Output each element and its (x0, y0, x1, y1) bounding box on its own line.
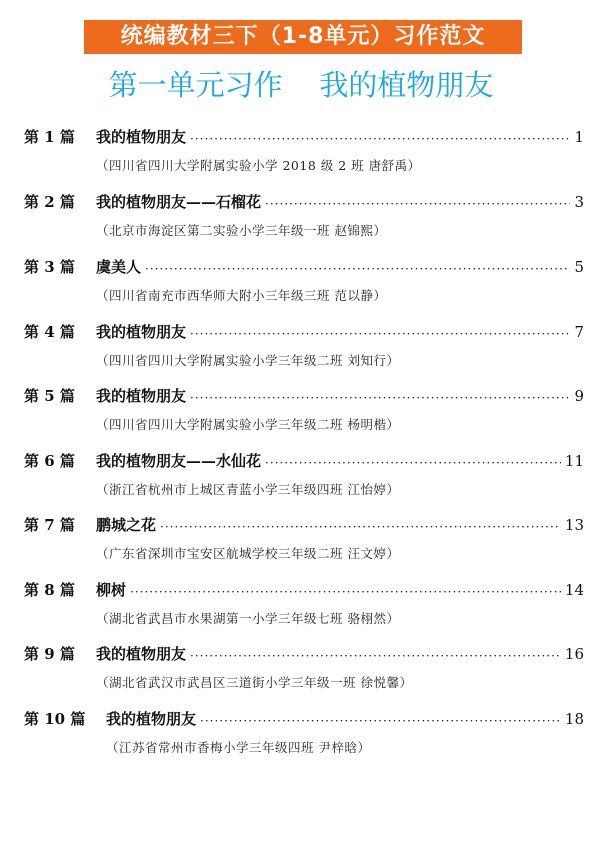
toc-entry-3[interactable] (24, 254, 584, 310)
entry-title[interactable]: 虞美人 (96, 258, 142, 276)
toc-entry-1[interactable] (24, 124, 584, 180)
entry-number: 第 8 篇 (24, 581, 75, 599)
page-number: 7 (574, 323, 584, 341)
entry-title[interactable]: 我的植物朋友——石榴花 (96, 193, 262, 211)
page-number: 3 (574, 193, 584, 211)
leader-dots (190, 134, 570, 144)
entry-number: 第 4 篇 (24, 323, 75, 341)
leader-dots (265, 458, 561, 468)
entry-title[interactable]: 我的植物朋友 (106, 710, 197, 728)
entry-author: （浙江省杭州市上城区青蓝小学三年级四班 江怡婷） (96, 482, 400, 497)
page-number: 16 (564, 645, 584, 663)
entry-author: （广东省深圳市宝安区航城学校三年级二班 汪文婷） (96, 546, 400, 561)
entry-author: （湖北省武昌市水果湖第一小学三年级七班 骆栩然） (96, 611, 400, 626)
entry-number: 第 3 篇 (24, 258, 75, 276)
leader-dots (200, 716, 561, 726)
page-number: 13 (564, 516, 584, 534)
leader-dots (190, 329, 570, 339)
entry-author: （四川省四川大学附属实验小学三年级二班 刘知行） (96, 353, 400, 368)
page-number: 9 (574, 387, 584, 405)
entry-author: （湖北省武汉市武昌区三道街小学三年级一班 徐悦馨） (96, 675, 413, 690)
page-number: 18 (564, 710, 584, 728)
toc-entry-6[interactable] (24, 448, 584, 504)
leader-dots (265, 199, 570, 209)
entry-number: 第 6 篇 (24, 452, 75, 470)
page-number: 5 (574, 258, 584, 276)
entry-title[interactable]: 鹏城之花 (96, 516, 157, 534)
entry-author: （四川省四川大学附属实验小学 2018 级 2 班 唐舒禹） (96, 158, 421, 173)
entry-title[interactable]: 我的植物朋友 (96, 387, 187, 405)
leader-dots (130, 587, 561, 597)
entry-title[interactable]: 我的植物朋友——水仙花 (96, 452, 262, 470)
page-number: 1 (574, 128, 584, 146)
entry-title[interactable]: 柳树 (96, 581, 127, 599)
entry-title[interactable]: 我的植物朋友 (96, 128, 187, 146)
entry-author: （北京市海淀区第二实验小学三年级一班 赵锦熙） (96, 223, 387, 238)
entry-number: 第 1 篇 (24, 128, 75, 146)
page-number: 14 (564, 581, 584, 599)
entry-number: 第 5 篇 (24, 387, 75, 405)
entry-title[interactable]: 我的植物朋友 (96, 323, 187, 341)
toc-entry-5[interactable] (24, 383, 584, 439)
entry-title[interactable]: 我的植物朋友 (96, 645, 187, 663)
toc-entry-7[interactable] (24, 512, 584, 568)
leader-dots (145, 264, 570, 274)
toc-entry-4[interactable] (24, 319, 584, 375)
leader-dots (190, 393, 570, 403)
entry-number: 第 9 篇 (24, 645, 75, 663)
page-number: 11 (564, 452, 584, 470)
toc-entry-10[interactable] (24, 706, 584, 762)
leader-dots (160, 522, 561, 532)
toc-entry-2[interactable] (24, 189, 584, 245)
leader-dots (190, 651, 561, 661)
entry-number: 第 7 篇 (24, 516, 75, 534)
series-banner: 统编教材三下（1-8单元）习作范文 (84, 20, 522, 54)
unit-title: 第一单元习作 我的植物朋友 (108, 68, 494, 102)
toc-entry-8[interactable] (24, 577, 584, 633)
toc-entry-9[interactable] (24, 641, 584, 697)
entry-author: （四川省四川大学附属实验小学三年级二班 杨明楷） (96, 417, 400, 432)
entry-author: （江苏省常州市香梅小学三年级四班 尹梓晗） (106, 740, 371, 755)
entry-number: 第 2 篇 (24, 193, 75, 211)
entry-author: （四川省南充市西华师大附小三年级三班 范以静） (96, 288, 387, 303)
entry-number: 第 10 篇 (24, 710, 86, 728)
